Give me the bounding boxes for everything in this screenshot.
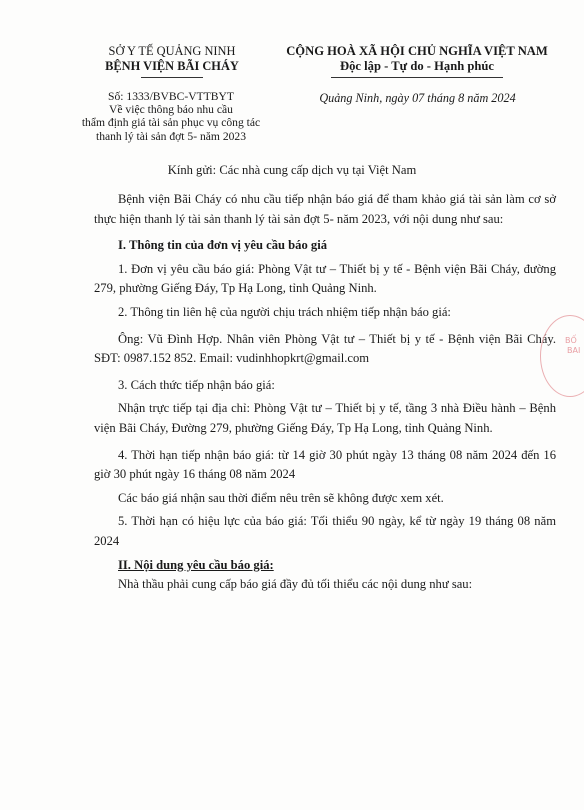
issuer-underline	[141, 77, 203, 78]
issue-date: Quảng Ninh, ngày 07 tháng 8 năm 2024	[319, 91, 516, 105]
contact-paragraph	[94, 330, 556, 369]
section-2-title	[94, 556, 556, 576]
item-4: 4. Thời hạn tiếp nhận báo giá: từ 14 giờ 30 phút ngày 13 tháng 08 năm 2024 đến 16 giờ 30 phút ngày 16 tháng 08 năm 2024	[94, 447, 556, 482]
country-name: CỘNG HOÀ XÃ HỘI CHỦ NGHĨA VIỆT NAM	[286, 44, 548, 58]
section-1-title-text: I. Thông tin của đơn vị yêu cầu báo giá	[118, 238, 327, 253]
address-text: Nhận trực tiếp tại địa chỉ: Phòng Vật tư – Thiết bị y tế, tầng 3 nhà Điều hành – Bệnh viện Bãi Cháy, Đường 279, phường Giếng Đáy, Tp Hạ Long, tỉnh Quảng Ninh.	[94, 401, 556, 435]
subject-line-2: thẩm định giá tài sản phục vụ công tác	[81, 116, 261, 130]
ministry-name: SỞ Y TẾ QUẢNG NINH	[108, 44, 236, 58]
intro-paragraph: Bệnh viện Bãi Cháy có nhu cầu tiếp nhận báo giá để tham khảo giá tài sản làm cơ sở thực hiện thanh lý tài sản thanh lý tài sản đợt 5- năm 2023, với nội dung như sau:	[94, 192, 556, 226]
address-paragraph	[94, 399, 556, 438]
motto-underline	[331, 77, 503, 78]
hospital-name: BỆNH VIỆN BÃI CHÁY	[105, 59, 239, 73]
stamp-text-2: BAI	[567, 346, 581, 355]
section-2-intro: Nhà thầu phải cung cấp báo giá đầy đủ tối thiểu các nội dung như sau:	[118, 577, 473, 592]
subject-line-1: Về việc thông báo nhu cầu	[109, 103, 233, 117]
section-1-title	[94, 236, 556, 256]
late-note: Các báo giá nhận sau thời điểm nêu trên sẽ không được xem xét.	[118, 490, 444, 505]
item-3: 3. Cách thức tiếp nhận báo giá:	[118, 377, 275, 392]
document-body	[94, 190, 556, 595]
issuer-block	[72, 44, 272, 78]
motto: Độc lập - Tự do - Hạnh phúc	[340, 59, 494, 73]
national-header	[272, 44, 562, 78]
item-5: 5. Thời hạn có hiệu lực của báo giá: Tối thiểu 90 ngày, kể từ ngày 19 tháng 08 năm 2024	[94, 514, 556, 548]
stamp-text-1: BỐ	[565, 336, 577, 345]
doc-number: Số: 1333/BVBC-VTTBYT	[108, 90, 234, 103]
subject-line-3: thanh lý tài sản đợt 5- năm 2023	[95, 129, 247, 143]
item-1: 1. Đơn vị yêu cầu báo giá: Phòng Vật tư – Thiết bị y tế - Bệnh viện Bãi Cháy, đường 279, phường Giếng Đáy, Tp Hạ Long, tỉnh Quảng Ninh.	[94, 261, 556, 296]
item-2: 2. Thông tin liên hệ của người chịu trách nhiệm tiếp nhận báo giá:	[118, 304, 451, 319]
contact-text: Ông: Vũ Đình Hợp. Nhân viên Phòng Vật tư – Thiết bị y tế - Bệnh viện Bãi Cháy. SĐT: 0987.152 852. Email: vudinhhopkrt@gmail.com	[94, 331, 556, 366]
section-2-title-text: II. Nội dung yêu cầu báo giá:	[118, 557, 274, 572]
doc-reference	[66, 90, 276, 143]
recipient-line: Kính gửi: Các nhà cung cấp dịch vụ tại Việt Nam	[167, 163, 417, 177]
